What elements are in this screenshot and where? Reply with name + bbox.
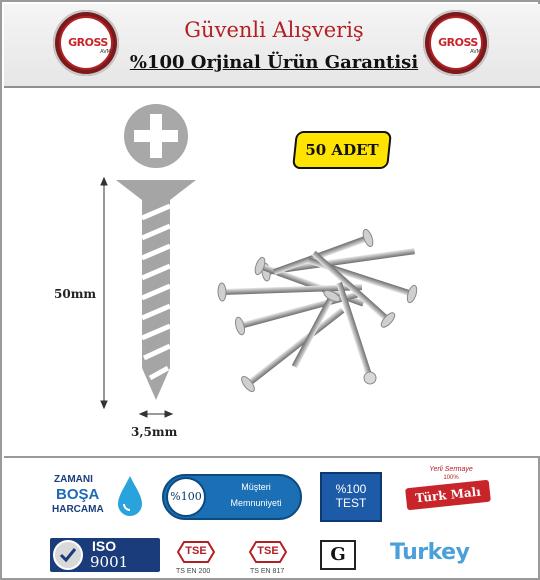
checkmark-seal-icon (52, 539, 84, 571)
test-line1: %100 (335, 482, 367, 496)
g-mark-badge (320, 540, 356, 570)
zamani-line1: ZAMANI (54, 474, 93, 485)
turk-mali-ribbon (405, 480, 491, 511)
test-line2: TEST (335, 496, 367, 510)
water-drop-icon (114, 474, 146, 520)
quantity-badge (292, 131, 392, 169)
pill-percent: %100 (170, 490, 202, 503)
gross-avm-logo-right (423, 10, 489, 76)
length-dimension-line (101, 178, 107, 408)
screw-head-top-view (124, 104, 188, 168)
zamani-line2: BOŞA (56, 486, 100, 503)
width-dimension-line (140, 411, 172, 417)
test-badge (320, 472, 382, 522)
tse2-mark: TSE (257, 545, 279, 557)
footer-divider (4, 456, 540, 458)
turk-mali-badge (402, 464, 494, 526)
turk-mali-pct: 100% (443, 475, 459, 481)
screw-side-view (116, 180, 196, 400)
logo-right-word: GROSS (438, 36, 478, 49)
quantity-badge-label: 50 ADET (305, 141, 379, 159)
width-label: 3,5mm (131, 425, 178, 439)
iso-number: 9001 (90, 553, 129, 571)
turkey-label: Turkey (390, 540, 470, 565)
tse2-caption: TS EN 817 (250, 568, 285, 575)
tse1-mark: TSE (185, 545, 207, 557)
product-illustration (4, 88, 540, 456)
iso-9001-badge (50, 538, 160, 572)
g-mark-label: G (330, 544, 346, 565)
tse-mark-1 (176, 540, 216, 564)
screw-pile-photo (218, 228, 419, 393)
turk-mali-top: Yerli Sermaye (429, 466, 473, 473)
page-title: Güvenli Alışveriş (184, 18, 364, 42)
musteri-memnuniyeti-badge (162, 474, 302, 520)
turk-mali-main: Türk Malı (414, 484, 482, 506)
tse1-caption: TS EN 200 (176, 568, 211, 575)
zamani-line3: HARCAMA (52, 504, 104, 515)
logo-right-sub: AVM (470, 49, 481, 55)
pill-line1: Müşteri (241, 482, 271, 492)
logo-left-sub: AVM (100, 49, 111, 55)
page-subtitle: %100 Orjinal Ürün Garantisi (129, 52, 419, 73)
pill-line2: Memnuniyeti (230, 498, 282, 508)
tse-mark-2 (248, 540, 288, 564)
iso-label: ISO (92, 538, 117, 554)
zamani-bosa-harcama-badge (50, 470, 150, 526)
length-label: 50mm (54, 287, 97, 301)
header-banner (4, 4, 540, 88)
logo-left-word: GROSS (68, 36, 108, 49)
